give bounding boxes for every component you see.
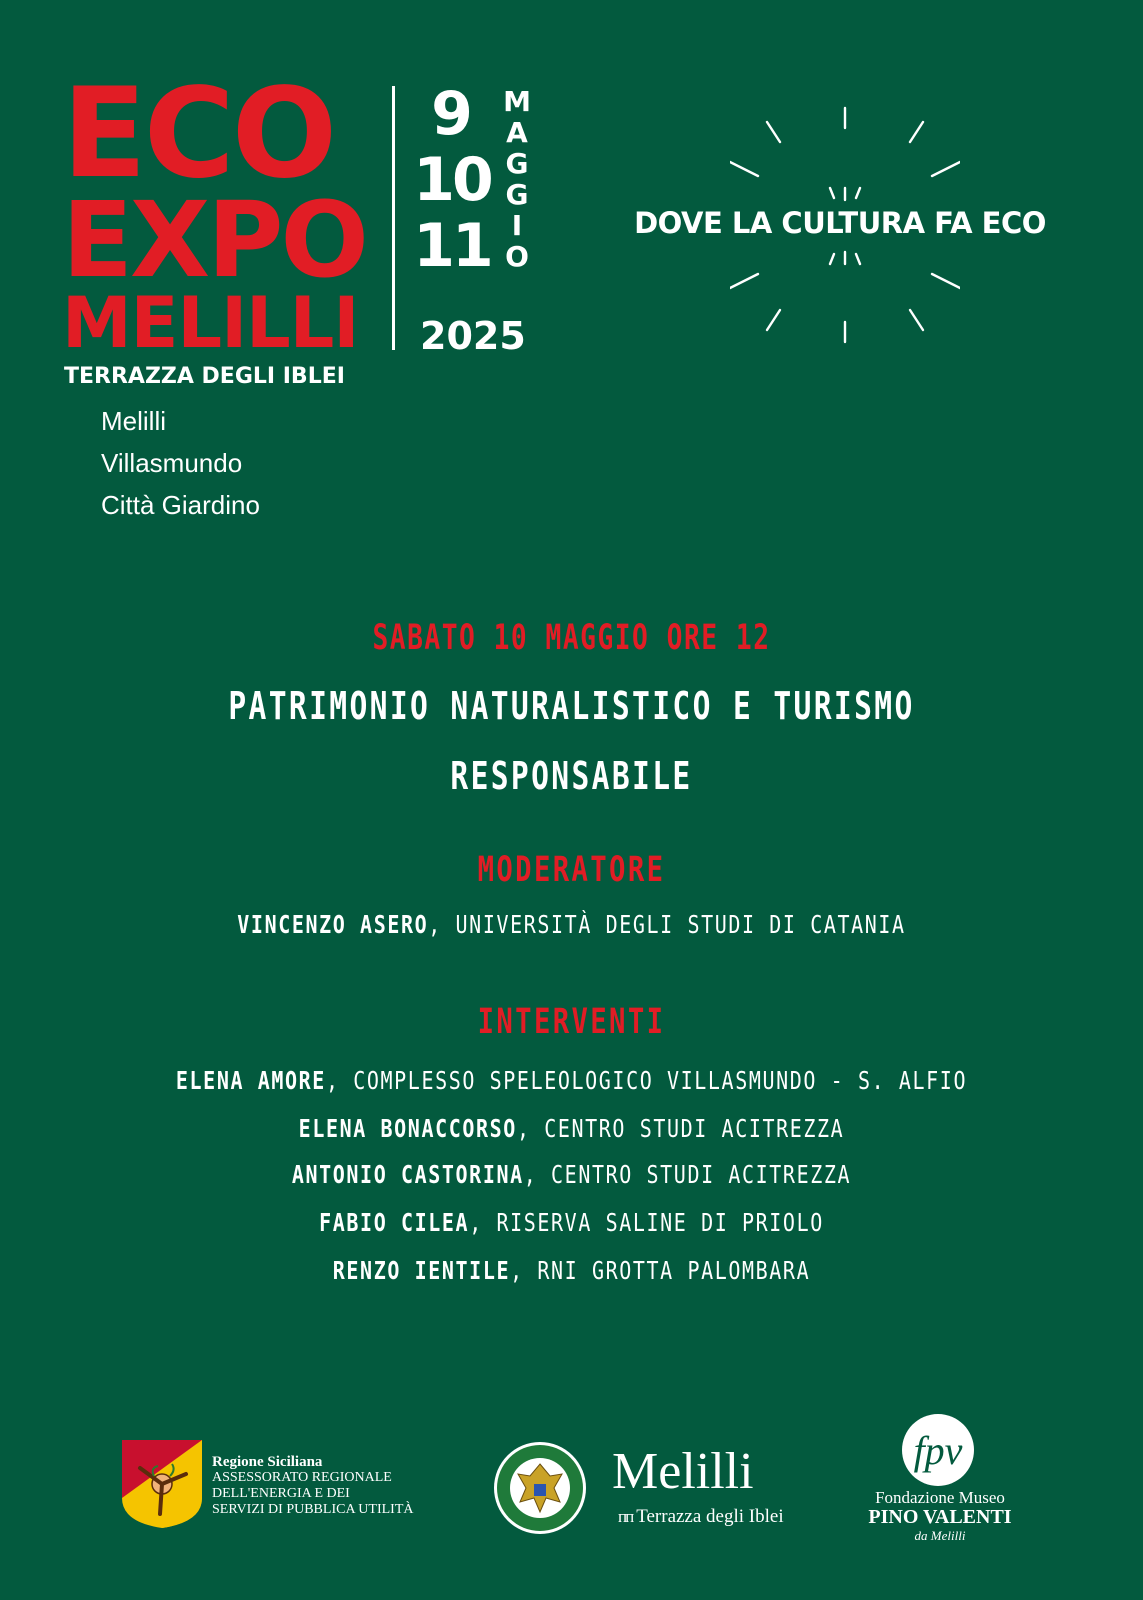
date-day-2: 10	[413, 145, 491, 215]
month-letter: A	[506, 116, 528, 149]
logo-melilli: MELILLI	[62, 282, 359, 364]
regione-title: Regione Siciliana	[212, 1454, 323, 1470]
person-name: FABIO CILEA	[319, 1208, 470, 1237]
fondazione-line1: Fondazione Museo	[875, 1488, 1005, 1507]
speaker-entry	[114, 1256, 1028, 1285]
speaker-entry	[114, 1066, 1028, 1095]
places-list	[101, 400, 260, 526]
person-affiliation: , CENTRO STUDI ACITREZZA	[516, 1114, 845, 1143]
person-name: ELENA AMORE	[175, 1066, 326, 1095]
comune-subtitle-text: Terrazza degli Iblei	[636, 1506, 784, 1527]
logo-subtitle: TERRAZZA DEGLI IBLEI	[64, 364, 345, 389]
regione-line: ASSESSORATO REGIONALE	[212, 1470, 392, 1485]
tagline: DOVE LA CULTURA FA ECO	[634, 206, 1046, 240]
date-month	[500, 86, 534, 272]
melilli-seal-icon	[492, 1440, 588, 1536]
date-year: 2025	[420, 314, 526, 358]
event-title-line2: RESPONSABILE	[450, 754, 693, 798]
month-letter: M	[503, 85, 531, 118]
person-affiliation: , CENTRO STUDI ACITREZZA	[523, 1160, 852, 1189]
person-affiliation: , RNI GROTTA PALOMBARA	[510, 1256, 811, 1285]
logo-eco: ECO	[62, 62, 335, 206]
fondazione-line2: PINO VALENTI	[868, 1506, 1012, 1528]
date-day-3: 11	[413, 211, 491, 281]
trinacria-crest-icon	[120, 1438, 204, 1530]
comune-subtitle	[618, 1506, 784, 1528]
person-name: ELENA BONACCORSO	[298, 1114, 517, 1143]
person-affiliation: , UNIVERSITÀ DEGLI STUDI DI CATANIA	[428, 910, 906, 939]
person-name: VINCENZO ASERO	[237, 910, 429, 939]
moderator-entry	[114, 910, 1028, 939]
regione-text	[212, 1454, 413, 1518]
person-affiliation: , COMPLESSO SPELEOLOGICO VILLASMUNDO - S. ALFIO	[325, 1066, 968, 1095]
place-item: Melilli	[101, 406, 166, 436]
person-name: RENZO IENTILE	[332, 1256, 511, 1285]
moderator-heading: MODERATORE	[477, 850, 666, 890]
arches-icon: ᴨᴨ	[618, 1507, 633, 1526]
speakers-heading: INTERVENTI	[477, 1002, 666, 1042]
regione-line: DELL'ENERGIA E DEI	[212, 1486, 350, 1501]
fpv-monogram-icon	[898, 1410, 978, 1490]
month-letter: I	[511, 209, 523, 242]
month-letter: G	[505, 178, 529, 211]
speaker-entry	[114, 1208, 1028, 1237]
fondazione-line3: da Melilli	[914, 1528, 966, 1543]
event-datetime: SABATO 10 MAGGIO ORE 12	[372, 618, 771, 658]
person-name: ANTONIO CASTORINA	[291, 1160, 524, 1189]
svg-text:fpv: fpv	[913, 1428, 963, 1473]
logo-expo: EXPO	[62, 179, 366, 301]
month-letter: G	[505, 147, 529, 180]
speaker-entry	[114, 1114, 1028, 1143]
event-title-line1: PATRIMONIO NATURALISTICO E TURISMO	[228, 684, 915, 728]
place-item: Villasmundo	[101, 448, 243, 478]
date-day-1: 9	[431, 79, 473, 149]
divider	[392, 86, 395, 350]
place-item: Città Giardino	[101, 490, 260, 520]
person-affiliation: , RISERVA SALINE DI PRIOLO	[469, 1208, 824, 1237]
regione-line: SERVIZI DI PUBBLICA UTILITÀ	[212, 1502, 414, 1517]
month-letter: O	[505, 240, 529, 273]
comune-name: Melilli	[612, 1443, 754, 1500]
speaker-entry	[114, 1160, 1028, 1189]
